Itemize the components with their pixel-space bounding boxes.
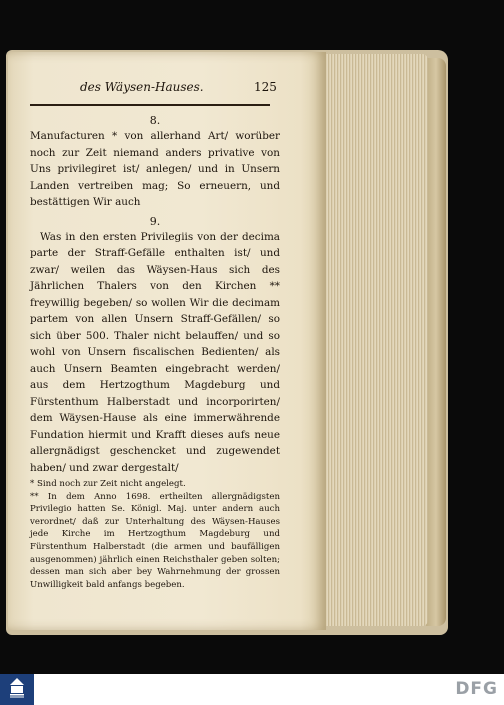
section-number-9: 9. — [149, 214, 161, 228]
running-title: des Wäysen-Hauses. — [80, 80, 204, 94]
section-9-text: Was in den ersten Privilegiis von der decima parte der Straff-Gefälle enthalten ist/ und zwar/ weilen das Wäysen-Haus sich des Jährlichen Thalers von den Kirchen ** freywillig begeben/ so wollen Wir die decimam partem von allen Unsern Straff-Gefällen/ so sich über 500. Thaler nicht belauffen/ und so wohl von Unsern fiscalischen Bedienten/ als auch Unsern Beamten eingebracht werden/ aus dem Hertzogthum Magdeburg und Fürstenthum Halberstadt und incorporirten/ dem Wäysen-Hause als eine immerwährende Fundation hiermit und Krafft dieses aufs neue allergnädigst geschencket und zugewendet haben/ und zwar dergestalt/ — [30, 230, 280, 474]
dfg-logo[interactable]: DFG — [455, 679, 498, 699]
page-header — [30, 80, 280, 102]
footnote-1: * Sind noch zur Zeit nicht angelegt. — [30, 479, 186, 489]
section-8-text: Manufacturen * von allerhand Art/ worüber noch zur Zeit niemand anders privative von Uns privilegiret ist/ anlegen/ und in Unsern Landen vertreiben mag; So erneuern, und bestättigen Wir auch — [30, 130, 280, 208]
institution-logo-icon — [8, 677, 26, 699]
page-number: 125 — [254, 80, 277, 94]
cover-edge — [426, 58, 446, 626]
footer-bar — [0, 674, 504, 705]
header-rule — [30, 104, 270, 106]
footnote-2: ** In dem Anno 1698. ertheilten allergnädigsten Privilegio hatten Se. Königl. Maj. unter andern auch verordnet/ daß zur Unterhaltung des Wäysen-Hauses jede Kirche im Hertzogthum Magdeburg und Fürstenthum Halberstadt (die armen und baufälligen ausgenommen) jährlich einen Reichsthaler geben solten; dessen man sich aber bey Wahrnehmung der grossen Unwilligkeit bald anfangs begeben. — [30, 491, 280, 590]
franckesche-stiftungen-logo[interactable] — [0, 674, 34, 705]
page-edges — [324, 54, 428, 626]
page-text — [30, 80, 280, 591]
section-number-8: 8. — [149, 114, 161, 127]
